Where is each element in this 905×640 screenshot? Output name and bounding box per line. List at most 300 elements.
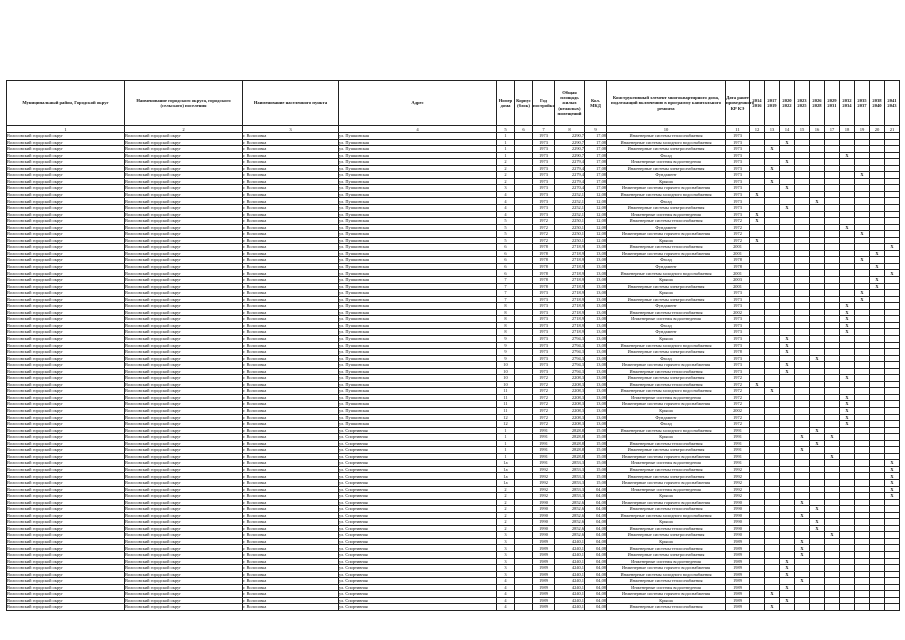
table-cell: 1973 xyxy=(533,296,555,303)
table-cell: г. Волосовка xyxy=(243,303,339,310)
table-cell: 2718,9 xyxy=(555,277,585,284)
table-cell: 1973 xyxy=(726,159,750,166)
column-number: 11 xyxy=(726,126,750,133)
table-cell: 1989 xyxy=(533,545,555,552)
table-cell: Волосовский городской округ xyxy=(7,525,125,532)
table-cell: Волосовский городской округ xyxy=(7,316,125,323)
table-cell: 1989 xyxy=(726,558,750,565)
table-cell: ул. Пушкинская xyxy=(339,414,497,421)
table-cell: Инженерные системы водоотведения xyxy=(607,316,726,323)
table-cell: г. Волосовка xyxy=(243,224,339,231)
table-cell: г. Волосовка xyxy=(243,185,339,192)
period-mark-cell: X xyxy=(765,165,780,172)
period-mark-cell: X xyxy=(840,224,855,231)
period-mark-cell: X xyxy=(885,473,900,480)
table-cell: г. Волосовка xyxy=(243,368,339,375)
table-cell: 1978 xyxy=(726,263,750,270)
table-cell: г. Волосовка xyxy=(243,571,339,578)
table-cell: 1973 xyxy=(533,198,555,205)
table-cell: ул. Пушкинская xyxy=(339,375,497,382)
table-cell: 13,08 xyxy=(585,316,607,323)
table-cell: 13,08 xyxy=(585,244,607,251)
period-mark-cell: X xyxy=(885,460,900,467)
table-cell: 1989 xyxy=(533,591,555,598)
table-cell: ул. Спортивная xyxy=(339,486,497,493)
table-cell: 8 xyxy=(497,303,515,310)
table-cell: 04,08 xyxy=(585,591,607,598)
period-mark-cell: X xyxy=(825,453,840,460)
column-number: 5 xyxy=(497,126,515,133)
table-cell: Волосовский городской округ xyxy=(7,165,125,172)
table-cell: 6 xyxy=(497,244,515,251)
table-cell: ул. Пушкинская xyxy=(339,257,497,264)
table-cell: Волосовский городской округ xyxy=(7,349,125,356)
table-cell: 1973 xyxy=(533,342,555,349)
table-cell: Фасад xyxy=(607,355,726,362)
table-cell: Инженерные системы холодного водоснабжения xyxy=(607,139,726,146)
period-mark-cell: X xyxy=(840,152,855,159)
table-cell: ул. Спортивная xyxy=(339,427,497,434)
table-cell: 2852,6 xyxy=(555,506,585,513)
table-cell: Волосовский городской округ xyxy=(125,277,243,284)
table-cell: 17,08 xyxy=(585,172,607,179)
table-cell: Инженерные системы теплоснабжения xyxy=(607,466,726,473)
table-cell: 12,08 xyxy=(585,224,607,231)
table-cell: Инженерные системы горячего водоснабжения xyxy=(607,479,726,486)
table-cell: Волосовский городской округ xyxy=(125,401,243,408)
table-cell: г. Волосовка xyxy=(243,362,339,369)
table-cell: Волосовский городской округ xyxy=(125,453,243,460)
table-cell: 1989 xyxy=(533,584,555,591)
table-cell: 2853,3 xyxy=(555,473,585,480)
table-cell: 2718,9 xyxy=(555,316,585,323)
table-cell: 1а xyxy=(497,479,515,486)
column-header: 2032 2034 xyxy=(840,81,855,126)
table-cell: 17,08 xyxy=(585,152,607,159)
table-cell: Инженерные системы водоотведения xyxy=(607,558,726,565)
column-header: 2020 2022 xyxy=(780,81,795,126)
table-cell: г. Волосовка xyxy=(243,159,339,166)
period-mark-cell: X xyxy=(840,375,855,382)
table-cell: 3 xyxy=(497,565,515,572)
table-cell: Инженерные системы теплоснабжения xyxy=(607,218,726,225)
table-cell: 1989 xyxy=(726,552,750,559)
table-cell: 1992 xyxy=(726,493,750,500)
table-cell: Волосовский городской округ xyxy=(7,604,125,611)
table-cell: Волосовский городской округ xyxy=(125,447,243,454)
table-cell: 1978 xyxy=(533,244,555,251)
table-cell: Волосовский городской округ xyxy=(125,257,243,264)
table-cell: 1973 xyxy=(533,133,555,140)
table-cell: 2208,3 xyxy=(555,375,585,382)
table-cell: 2252,1 xyxy=(555,211,585,218)
table-cell: 13,08 xyxy=(585,283,607,290)
table-cell: Инженерные системы электроснабжения xyxy=(607,296,726,303)
table-cell: ул. Пушкинская xyxy=(339,309,497,316)
table-cell: 2001 xyxy=(726,244,750,251)
header-row xyxy=(7,81,900,126)
period-mark-cell: X xyxy=(840,322,855,329)
table-cell: ул. Пушкинская xyxy=(339,342,497,349)
table-cell: ул. Спортивная xyxy=(339,519,497,526)
table-cell: 1 xyxy=(497,139,515,146)
table-cell: 9 xyxy=(497,355,515,362)
table-cell: 13,08 xyxy=(585,362,607,369)
period-mark-cell: X xyxy=(810,355,825,362)
table-cell: 1972 xyxy=(726,401,750,408)
table-cell: 10 xyxy=(497,375,515,382)
table-cell: 2718,9 xyxy=(555,270,585,277)
table-cell: Волосовский городской округ xyxy=(7,381,125,388)
column-header: Конструктивный элемент многоквартирного дома, подлежащий включению в программу капитального ремонта xyxy=(607,81,726,126)
table-cell: Волосовский городской округ xyxy=(7,519,125,526)
table-cell: ул. Пушкинская xyxy=(339,368,497,375)
table-cell: 1972 xyxy=(726,421,750,428)
table-cell: 1973 xyxy=(533,362,555,369)
table-cell: г. Волосовка xyxy=(243,152,339,159)
table-cell: Фундамент xyxy=(607,224,726,231)
table-cell: ул. Пушкинская xyxy=(339,172,497,179)
table-cell: Волосовский городской округ xyxy=(7,375,125,382)
table-cell: 1973 xyxy=(533,159,555,166)
column-number: 20 xyxy=(870,126,885,133)
table-cell: 17,08 xyxy=(585,178,607,185)
table-cell: Инженерные системы электроснабжения xyxy=(607,349,726,356)
table-cell: 1972 xyxy=(533,375,555,382)
table-cell: 2718,9 xyxy=(555,250,585,257)
table-cell: 1990 xyxy=(533,519,555,526)
period-mark-cell xyxy=(870,604,885,611)
table-cell: ул. Пушкинская xyxy=(339,290,497,297)
table-cell: 1989 xyxy=(533,538,555,545)
table-cell: 1973 xyxy=(726,165,750,172)
table-cell: ул. Пушкинская xyxy=(339,211,497,218)
table-cell: 1973 xyxy=(726,133,750,140)
table-cell: ул. Спортивная xyxy=(339,538,497,545)
table-cell: 2 xyxy=(497,165,515,172)
table-cell: 1991 xyxy=(726,453,750,460)
table-cell: г. Волосовка xyxy=(243,263,339,270)
column-number: 7 xyxy=(533,126,555,133)
period-mark-cell: X xyxy=(780,368,795,375)
period-mark-cell: X xyxy=(855,257,870,264)
table-cell: Инженерные системы теплоснабжения xyxy=(607,368,726,375)
table-cell: 1 xyxy=(497,152,515,159)
table-cell: 13,08 xyxy=(585,277,607,284)
table-cell: Волосовский городской округ xyxy=(125,375,243,382)
table-cell: Волосовский городской округ xyxy=(7,362,125,369)
table-cell: Волосовский городской округ xyxy=(125,224,243,231)
table-cell: г. Волосовка xyxy=(243,355,339,362)
table-cell: ул. Спортивная xyxy=(339,604,497,611)
table-cell: 2794,3 xyxy=(555,355,585,362)
table-cell: ул. Пушкинская xyxy=(339,263,497,270)
table-cell: Инженерные системы электроснабжения xyxy=(607,447,726,454)
table-cell: 2208,3 xyxy=(555,414,585,421)
table-cell: Волосовский городской округ xyxy=(7,218,125,225)
table-cell: 4240,1 xyxy=(555,578,585,585)
table-cell: 1991 xyxy=(533,440,555,447)
table-cell: 10 xyxy=(497,381,515,388)
table-cell: 15,08 xyxy=(585,479,607,486)
table-cell: Инженерные системы теплоснабжения xyxy=(607,381,726,388)
column-header: Наименование населенного пункта xyxy=(243,81,339,126)
table-cell: 1973 xyxy=(533,165,555,172)
table-cell: 1992 xyxy=(533,466,555,473)
table-cell: ул. Спортивная xyxy=(339,499,497,506)
table-cell: 1978 xyxy=(533,277,555,284)
table-cell: Волосовский городской округ xyxy=(125,139,243,146)
table-cell: Волосовский городской округ xyxy=(125,407,243,414)
table-cell: г. Волосовка xyxy=(243,277,339,284)
table-cell: Волосовский городской округ xyxy=(7,133,125,140)
table-cell: 2852,6 xyxy=(555,525,585,532)
table-cell: Волосовский городской округ xyxy=(125,322,243,329)
table-cell: Волосовский городской округ xyxy=(7,506,125,513)
period-mark-cell: X xyxy=(780,205,795,212)
table-cell: 1973 xyxy=(533,329,555,336)
table-cell: 1992 xyxy=(726,473,750,480)
table-cell: 2718,9 xyxy=(555,296,585,303)
table-cell: Волосовский городской округ xyxy=(125,198,243,205)
table-cell: г. Волосовка xyxy=(243,388,339,395)
table-cell: 04,08 xyxy=(585,584,607,591)
table-cell: 2718,9 xyxy=(555,263,585,270)
column-header: Общая площадь жилых (нежилых) помещений xyxy=(555,81,585,126)
table-cell: Волосовский городской округ xyxy=(125,211,243,218)
table-cell: 1992 xyxy=(533,493,555,500)
table-cell: 1973 xyxy=(726,185,750,192)
table-cell: 1973 xyxy=(726,303,750,310)
table-cell: 13,08 xyxy=(585,290,607,297)
table-cell: г. Волосовка xyxy=(243,231,339,238)
table-cell: 13,08 xyxy=(585,394,607,401)
table-cell: 1973 xyxy=(726,205,750,212)
table-cell: Инженерные системы водоотведения xyxy=(607,211,726,218)
table-cell: 1978 xyxy=(533,270,555,277)
period-mark-cell: X xyxy=(750,237,765,244)
table-cell: Волосовский городской округ xyxy=(7,434,125,441)
table-cell: 3 xyxy=(497,558,515,565)
period-mark-cell: X xyxy=(780,571,795,578)
table-cell: 1972 xyxy=(726,381,750,388)
table-cell: 1972 xyxy=(726,224,750,231)
column-number: 13 xyxy=(765,126,780,133)
table-cell: Инженерные системы теплоснабжения xyxy=(607,506,726,513)
table-cell: Волосовский городской округ xyxy=(125,368,243,375)
table-cell: 11 xyxy=(497,388,515,395)
table-cell: 13,08 xyxy=(585,322,607,329)
table-cell: Инженерные системы электроснабжения xyxy=(607,473,726,480)
table-cell: ул. Пушкинская xyxy=(339,244,497,251)
period-mark-cell: X xyxy=(765,591,780,598)
table-cell: 13,08 xyxy=(585,296,607,303)
table-cell: Инженерные системы горячего водоснабжения xyxy=(607,591,726,598)
table-cell: 4240,1 xyxy=(555,558,585,565)
table-cell: 1989 xyxy=(533,604,555,611)
table-cell: 12,08 xyxy=(585,211,607,218)
table-cell: Крыша xyxy=(607,407,726,414)
column-header: 2017 2019 xyxy=(765,81,780,126)
table-cell: 12,08 xyxy=(585,205,607,212)
table-cell: ул. Спортивная xyxy=(339,434,497,441)
table-cell: Фасад xyxy=(607,152,726,159)
table-cell: Волосовский городской округ xyxy=(125,506,243,513)
table-cell: г. Волосовка xyxy=(243,296,339,303)
period-mark-cell xyxy=(825,604,840,611)
table-cell: Волосовский городской округ xyxy=(125,552,243,559)
table-cell: Волосовский городской округ xyxy=(7,322,125,329)
period-mark-cell: X xyxy=(840,401,855,408)
table-cell: 04,08 xyxy=(585,499,607,506)
table-cell: ул. Пушкинская xyxy=(339,355,497,362)
period-mark-cell: X xyxy=(840,421,855,428)
table-cell: 2718,9 xyxy=(555,244,585,251)
column-number: 15 xyxy=(795,126,810,133)
period-mark-cell: X xyxy=(750,211,765,218)
period-mark-cell: X xyxy=(780,565,795,572)
table-cell: ул. Пушкинская xyxy=(339,296,497,303)
table-cell: 1 xyxy=(497,447,515,454)
table-cell: 1а xyxy=(497,473,515,480)
table-cell: 4240,1 xyxy=(555,565,585,572)
table-cell: Волосовский городской округ xyxy=(7,591,125,598)
column-header: Корпус (блок) xyxy=(515,81,533,126)
column-number: 4 xyxy=(339,126,497,133)
table-cell: Волосовский городской округ xyxy=(125,349,243,356)
table-cell: 11 xyxy=(497,407,515,414)
table-cell: ул. Спортивная xyxy=(339,453,497,460)
table-cell: г. Волосовка xyxy=(243,558,339,565)
table-cell: 4240,1 xyxy=(555,538,585,545)
table-cell: Волосовский городской округ xyxy=(7,414,125,421)
table-cell: 1990 xyxy=(533,512,555,519)
table-cell: 2250,1 xyxy=(555,224,585,231)
table-cell: 04,08 xyxy=(585,578,607,585)
table-cell: Волосовский городской округ xyxy=(125,185,243,192)
table-cell: ул. Спортивная xyxy=(339,447,497,454)
table-cell: 1972 xyxy=(726,414,750,421)
table-cell: г. Волосовка xyxy=(243,565,339,572)
period-mark-cell: X xyxy=(765,388,780,395)
table-cell: 12,08 xyxy=(585,191,607,198)
column-number: 21 xyxy=(885,126,900,133)
table-cell: 1991 xyxy=(533,460,555,467)
column-header: 2041 2043 xyxy=(885,81,900,126)
table-cell: 13,08 xyxy=(585,421,607,428)
column-header: 2029 2031 xyxy=(825,81,840,126)
table-cell: 7 xyxy=(497,296,515,303)
table-cell: Волосовский городской округ xyxy=(125,244,243,251)
table-cell: Волосовский городской округ xyxy=(7,578,125,585)
table-cell: Крыша xyxy=(607,493,726,500)
table-cell: 1972 xyxy=(533,381,555,388)
table-cell xyxy=(515,604,533,611)
table-cell: Волосовский городской округ xyxy=(125,237,243,244)
table-cell: 4240,1 xyxy=(555,584,585,591)
table-cell: ул. Пушкинская xyxy=(339,224,497,231)
table-cell: 1972 xyxy=(533,388,555,395)
table-cell: 3 xyxy=(497,571,515,578)
table-cell: г. Волосовка xyxy=(243,407,339,414)
table-cell: Волосовский городской округ xyxy=(125,571,243,578)
table-cell: 7 xyxy=(497,277,515,284)
table-cell: 3 xyxy=(497,552,515,559)
period-mark-cell: X xyxy=(810,519,825,526)
table-cell: 13,08 xyxy=(585,414,607,421)
table-cell: Волосовский городской округ xyxy=(7,329,125,336)
table-cell: 1989 xyxy=(533,558,555,565)
table-cell: 4240,1 xyxy=(555,545,585,552)
table-cell: 1992 xyxy=(533,479,555,486)
period-mark-cell xyxy=(885,604,900,611)
table-cell: ул. Спортивная xyxy=(339,578,497,585)
period-mark-cell xyxy=(750,604,765,611)
table-cell: 12 xyxy=(497,421,515,428)
table-cell: 15,08 xyxy=(585,447,607,454)
period-mark-cell: X xyxy=(810,506,825,513)
table-cell: г. Волосовка xyxy=(243,434,339,441)
table-cell: 2718,9 xyxy=(555,322,585,329)
table-cell: Волосовский городской округ xyxy=(7,244,125,251)
table-cell: г. Волосовка xyxy=(243,604,339,611)
table-cell: ул. Спортивная xyxy=(339,597,497,604)
table-cell: 2279,4 xyxy=(555,159,585,166)
table-cell: Инженерные системы водоотведения xyxy=(607,486,726,493)
table-cell: Волосовский городской округ xyxy=(7,512,125,519)
table-cell: ул. Спортивная xyxy=(339,552,497,559)
table-cell: 8 xyxy=(497,316,515,323)
table-cell: 1972 xyxy=(726,394,750,401)
table-cell: 2853,3 xyxy=(555,466,585,473)
table-cell: Инженерные системы холодного водоснабжения xyxy=(607,191,726,198)
table-cell: 1972 xyxy=(726,231,750,238)
period-mark-cell: X xyxy=(855,290,870,297)
table-cell: 1991 xyxy=(726,427,750,434)
table-cell: ул. Пушкинская xyxy=(339,218,497,225)
table-cell: 12,08 xyxy=(585,237,607,244)
table-cell: г. Волосовка xyxy=(243,460,339,467)
table-cell: 2 xyxy=(497,172,515,179)
table-cell: 4240,1 xyxy=(555,591,585,598)
table-cell: 2 xyxy=(497,519,515,526)
period-mark-cell: X xyxy=(765,178,780,185)
table-cell: Крыша xyxy=(607,237,726,244)
period-mark-cell: X xyxy=(855,172,870,179)
table-cell: Инженерные системы электроснабжения xyxy=(607,552,726,559)
table-cell: 1973 xyxy=(726,152,750,159)
table-cell: 1973 xyxy=(533,322,555,329)
table-cell: ул. Спортивная xyxy=(339,591,497,598)
table-cell: г. Волосовка xyxy=(243,466,339,473)
table-cell: 1992 xyxy=(726,466,750,473)
column-header: Номер дома xyxy=(497,81,515,126)
table-cell: 4240,1 xyxy=(555,552,585,559)
table-cell: ул. Пушкинская xyxy=(339,133,497,140)
table-cell: Волосовский городской округ xyxy=(125,532,243,539)
table-cell: Инженерные системы горячего водоснабжения xyxy=(607,362,726,369)
table-cell: 1978 xyxy=(726,349,750,356)
table-cell: 04,08 xyxy=(585,604,607,611)
column-header: 2038 2040 xyxy=(870,81,885,126)
table-cell: Волосовский городской округ xyxy=(7,355,125,362)
table-cell: г. Волосовка xyxy=(243,309,339,316)
table-cell: 2208,3 xyxy=(555,388,585,395)
table-cell: Волосовский городской округ xyxy=(125,597,243,604)
table-cell: 1978 xyxy=(533,250,555,257)
table-cell: Волосовский городской округ xyxy=(125,362,243,369)
table-cell: г. Волосовка xyxy=(243,165,339,172)
